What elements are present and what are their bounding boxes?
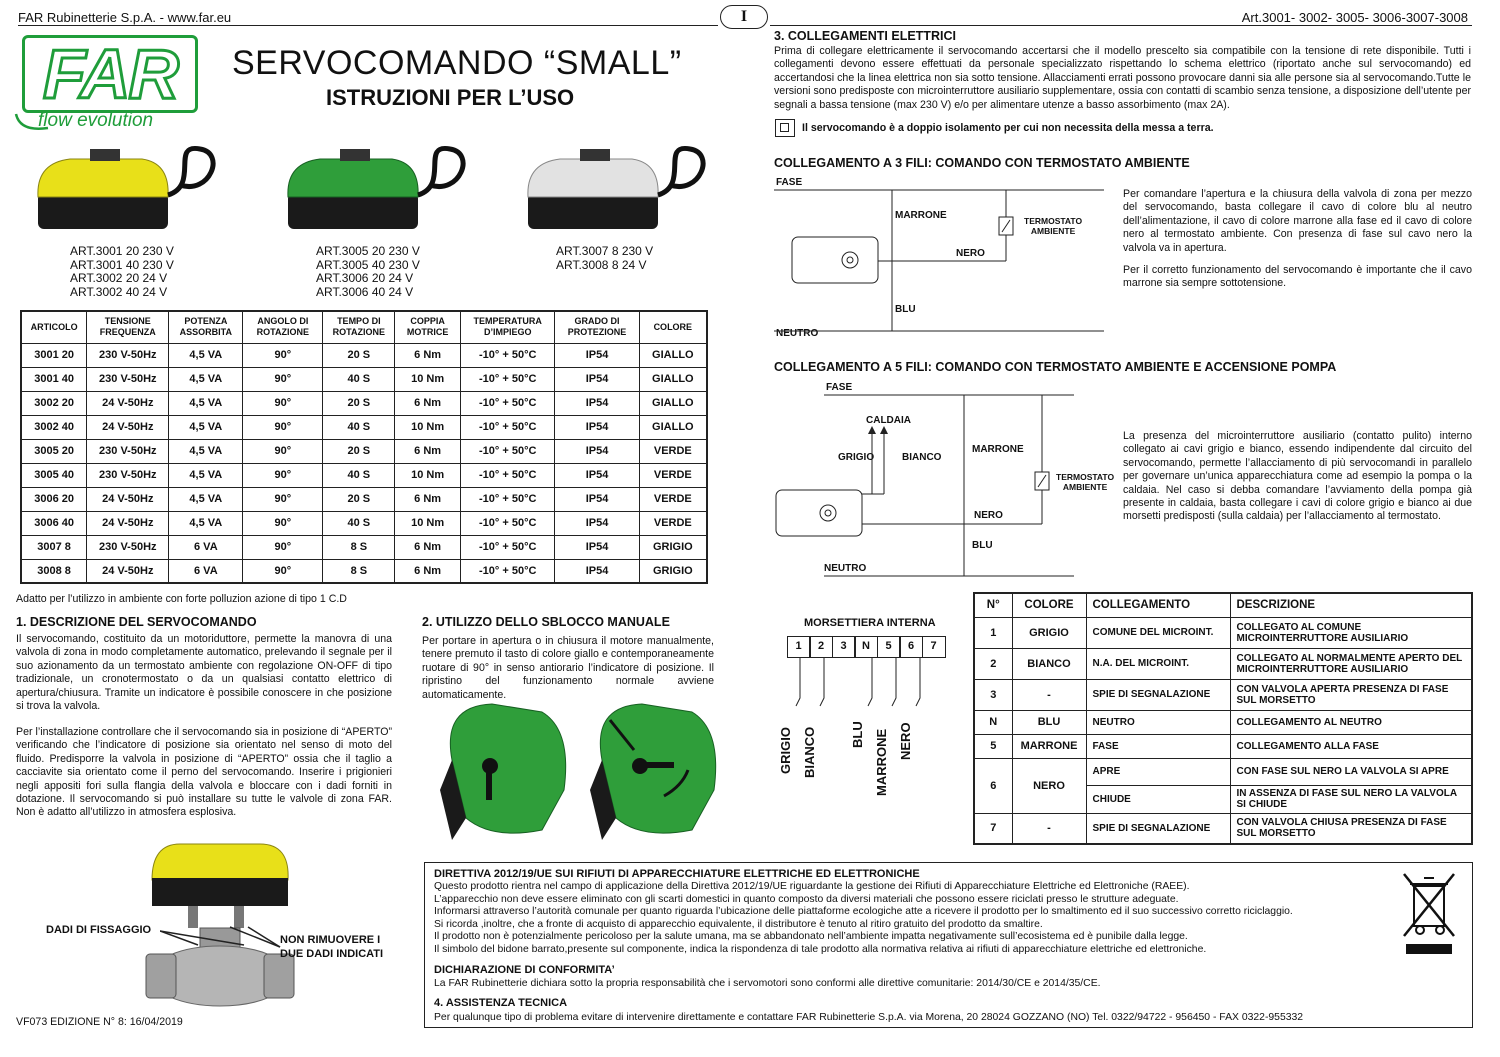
pin-cell-n: 5	[974, 734, 1012, 758]
assistance-text: Per qualunque tipo di problema evitare di intervenire direttamente e contattare FAR Rubinetterie S.p.A. via Morena, 20 28024 GOZZANO (NO) Tel. 0322/94722 - 956450 - FAX 0322-955332	[434, 1012, 1304, 1023]
insulation-note: Il servocomando è a doppio isolamento per cui non necessita della messa a terra.	[802, 122, 1214, 134]
w3-nero-label: NERO	[956, 248, 985, 259]
section1-p1: Il servocomando, costituito da un motoriduttore, permette la manovra di una valvola di zona in modo completamente automatico, prelevando il segnale per il suo azionamento da un termostato ambiente con regolazione ON-OFF di tipo tradizionale, un cronotermostato o da un qualsiasi contatto elettrico di apertura/chiusura. Tramite un indicatore è possibile conoscere in che posizione si trova la valvola.	[16, 633, 392, 713]
spec-col-header: ANGOLO DI ROTAZIONE	[243, 311, 323, 343]
spec-col-header: POTENZA ASSORBITA	[169, 311, 243, 343]
spec-cell: 3001 20	[21, 343, 87, 367]
w3-thermostat-label: TERMOSTATO AMBIENTE	[1024, 216, 1083, 236]
product-list-green: ART.3005 20 230 V ART.3005 40 230 V ART.3006 20 24 V ART.3006 40 24 V	[316, 244, 420, 299]
product-list-yellow: ART.3001 20 230 V ART.3001 40 230 V ART.3002 20 24 V ART.3002 40 24 V	[70, 244, 174, 299]
terminal-cell: 3	[832, 636, 856, 658]
spec-cell: GIALLO	[639, 391, 707, 415]
spec-cell: 4,5 VA	[169, 343, 243, 367]
far-logo	[22, 35, 198, 113]
actuator-yellow-image	[38, 148, 213, 229]
w3-blu-label: BLU	[895, 304, 916, 315]
pin-cell-desc: COLLEGATO AL NORMALMENTE APERTO DEL MICROINTERRUTTORE AUSILIARIO	[1230, 648, 1472, 679]
spec-cell: 6 Nm	[395, 535, 461, 559]
spec-cell: IP54	[555, 391, 639, 415]
w5-bianco-label: BIANCO	[902, 452, 942, 463]
spec-row	[21, 367, 707, 391]
page-number-badge: I	[720, 5, 768, 29]
spec-cell: GIALLO	[639, 343, 707, 367]
spec-cell: 90°	[243, 391, 323, 415]
pin-col-n: N°	[974, 593, 1012, 617]
spec-cell: -10° + 50°C	[460, 463, 554, 487]
spec-cell: IP54	[555, 559, 639, 583]
spec-cell: 3007 8	[21, 535, 87, 559]
spec-cell: 40 S	[323, 463, 395, 487]
terminal-title: MORSETTIERA INTERNA	[804, 617, 936, 629]
pin-cell-desc: CON VALVOLA APERTA PRESENZA DI FASE SUL MORSETTO	[1230, 679, 1472, 710]
spec-cell: 20 S	[323, 487, 395, 511]
spec-row	[21, 343, 707, 367]
spec-row	[21, 559, 707, 583]
pin-cell-desc: CON FASE SUL NERO LA VALVOLA SI APRE	[1230, 758, 1472, 785]
w5-thermostat-label: TERMOSTATO AMBIENTE	[1056, 472, 1115, 492]
product-list-grey: ART.3007 8 230 V ART.3008 8 24 V	[556, 244, 654, 272]
spec-cell: 4,5 VA	[169, 391, 243, 415]
logo-text: FAR	[43, 35, 177, 113]
spec-cell: -10° + 50°C	[460, 535, 554, 559]
assistance-title: 4. ASSISTENZA TECNICA	[434, 997, 568, 1009]
spec-cell: IP54	[555, 343, 639, 367]
spec-cell: 3002 20	[21, 391, 87, 415]
spec-cell: 10 Nm	[395, 415, 461, 439]
spec-col-header: TENSIONE FREQUENZA	[87, 311, 169, 343]
spec-cell: 3005 20	[21, 439, 87, 463]
pin-cell-colore: -	[1012, 813, 1086, 844]
pin-cell-n: 1	[974, 617, 1012, 648]
pin-cell-coll: N.A. DEL MICROINT.	[1086, 648, 1230, 679]
spec-cell: -10° + 50°C	[460, 439, 554, 463]
page-subtitle: ISTRUZIONI PER L’USO	[326, 85, 575, 110]
pin-cell-colore: GRIGIO	[1012, 617, 1086, 648]
wiring3-p1: Per comandare l’apertura e la chiusura della valvola di zona per mezzo del servocomando, basta collegare il cavo di colore blu al neutro dell’alimentazione, il cavo di colore marrone alla fase ed il cavo di colore nero al termostato ambiente. Con presenza di fase sul cavo nero la valvola va in apertura.	[1123, 188, 1472, 254]
spec-cell: VERDE	[639, 463, 707, 487]
w5-marrone-label: MARRONE	[972, 444, 1024, 455]
spec-cell: 3002 40	[21, 415, 87, 439]
spec-cell: 40 S	[323, 511, 395, 535]
spec-row	[21, 391, 707, 415]
w5-caldaia-label: CALDAIA	[866, 415, 911, 426]
terminal-cell: 1	[787, 636, 811, 658]
terminal-cell: 7	[922, 636, 946, 658]
terminal-wires	[788, 658, 958, 718]
spec-cell: -10° + 50°C	[460, 343, 554, 367]
spec-cell: 4,5 VA	[169, 367, 243, 391]
page-title: SERVOCOMANDO “SMALL”	[232, 44, 682, 82]
spec-cell: 20 S	[323, 343, 395, 367]
spec-row	[21, 463, 707, 487]
section3-title: 3. COLLEGAMENTI ELETTRICI	[774, 29, 956, 43]
edition: VF073 EDIZIONE N° 8: 16/04/2019	[16, 1016, 183, 1028]
pin-cell-n: 7	[974, 813, 1012, 844]
wiring5-diagram	[774, 390, 1074, 580]
spec-cell: 20 S	[323, 439, 395, 463]
spec-cell: 90°	[243, 463, 323, 487]
wiring3-p2: Per il corretto funzionamento del servocomando è importante che il cavo marrone sia sempre sottotensione.	[1123, 264, 1472, 290]
spec-cell: 90°	[243, 415, 323, 439]
pin-col-collegamento: COLLEGAMENTO	[1086, 593, 1230, 617]
spec-cell: GRIGIO	[639, 535, 707, 559]
spec-cell: 4,5 VA	[169, 439, 243, 463]
wiring3-diagram	[774, 185, 1104, 345]
terminal-wire-labels: GRIGIO BIANCO BLU MARRONE NERO	[778, 721, 913, 796]
pin-cell-colore: BLU	[1012, 710, 1086, 734]
spec-cell: IP54	[555, 511, 639, 535]
spec-cell: 230 V-50Hz	[87, 463, 169, 487]
spec-cell: -10° + 50°C	[460, 415, 554, 439]
pin-cell-colore: -	[1012, 679, 1086, 710]
w3-marrone-label: MARRONE	[895, 210, 947, 221]
pin-cell-desc: COLLEGAMENTO AL NEUTRO	[1230, 710, 1472, 734]
spec-cell: 6 Nm	[395, 391, 461, 415]
section1-p2: Per l’installazione controllare che il servocomando sia in posizione di “APERTO” verificando che l’indicatore di posizione sia orientato nel senso di moto del fluido. Predisporre la valvola in posizione di “APERTO” ossia che il taglio a cacciavite sia orientato come il perno del servocomando. Inserire i prigionieri negli appositi fori sulla flangia della valvola e bloccare con i dadi forniti in dotazione. Il servocomando si può installare su tutte le valvole di zona FAR. Non è adatto all’utilizzo in atmosfera esplosiva.	[16, 726, 392, 819]
pin-cell-desc: COLLEGAMENTO ALLA FASE	[1230, 734, 1472, 758]
pin-cell-coll: NEUTRO	[1086, 710, 1230, 734]
spec-cell: 90°	[243, 487, 323, 511]
spec-cell: 90°	[243, 559, 323, 583]
section2-p: Per portare in apertura o in chiusura il motore manualmente, tenere premuto il tasto di colore giallo e contemporaneamente ruotare di 90° in senso antiorario l’indicatore di posizione. Il ripristino del funzionamento normale avviene automaticamente.	[422, 635, 714, 701]
wiring3-title: COLLEGAMENTO A 3 FILI: COMANDO CON TERMOSTATO AMBIENTE	[774, 156, 1190, 170]
spec-col-header: TEMPO DI ROTAZIONE	[323, 311, 395, 343]
label-fixing-nuts: DADI DI FISSAGGIO	[46, 924, 152, 936]
spec-col-header: GRADO DI PROTEZIONE	[555, 311, 639, 343]
spec-row	[21, 487, 707, 511]
spec-cell: 230 V-50Hz	[87, 367, 169, 391]
spec-col-header: TEMPERATURA D’IMPIEGO	[460, 311, 554, 343]
pin-row	[974, 617, 1472, 648]
pin-cell-coll: FASE	[1086, 734, 1230, 758]
spec-cell: IP54	[555, 367, 639, 391]
section3-p: Prima di collegare elettricamente il servocomando accertarsi che il modello prescelto sia compatibile con la tensione di rete disponibile. Tutti i collegamenti devono essere effettuati da personale specializzato rispettando lo schema elettrico (riportato anche sul servocomando) ed accertandosi che la linea elettrica non sia sotto tensione. Allacciamenti errati possono provocare danni sia alle persone sia al servocomando.Tutte le versioni sono predisposte con microinterruttore ausiliario supplementare, ossia con contatti di scambio senza tensione, a disposizione dell’utente per segnali a bassa tensione (max 230 V) e/o per alimentare utenze a basso assorbimento (max 2A).	[774, 45, 1471, 111]
arrows-icon	[160, 925, 300, 955]
raee-body: Questo prodotto rientra nel campo di applicazione della Direttiva 2012/19/UE riguardante la gestione dei Rifiuti di Apparecchiature Elettriche ed Elettroniche (RAEE). L’apparecchio non deve essere eliminato con gli scarti domestici in quanto composto da diversi materiali che possono essere riciclati presso le strutture adeguate. Informarsi attraverso l’autorità comunale per quanto riguarda l’ubicazione delle piattaforme ecologiche atte a ricevere il prodotto per lo smaltimento ed il suo successivo corretto riciclaggio. Si ricorda ,inoltre, che a fronte di acquisto di apparecchio equivalente, il distributore è tenuto al ritiro gratuito del prodotto da smaltire. Il prodotto non è potenzialmente pericoloso per la salute umana, ma se abbandonato nell’ambiente impatta negativamente sull’ecosistema ed è punibile dalla legge. Il simbolo del bidone barrato,presente sul componente, indica la rispondenza di tale prodotto alla normativa relativa ai rifiuti di apparecchiature elettriche ed elettroniche.	[434, 881, 1293, 955]
spec-cell: 3006 40	[21, 511, 87, 535]
spec-row	[21, 439, 707, 463]
spec-cell: IP54	[555, 415, 639, 439]
pin-table	[973, 592, 1473, 845]
spec-cell: 4,5 VA	[169, 463, 243, 487]
spec-table	[20, 310, 708, 584]
pin-cell-colore: BIANCO	[1012, 648, 1086, 679]
spec-cell: 3006 20	[21, 487, 87, 511]
pin-cell-desc2: IN ASSENZA DI FASE SUL NERO LA VALVOLA SI CHIUDE	[1230, 785, 1472, 813]
pin-cell-n: 2	[974, 648, 1012, 679]
spec-cell: 40 S	[323, 415, 395, 439]
logo-tagline: flow evolution	[38, 110, 154, 131]
pin-cell-desc: CON VALVOLA CHIUSA PRESENZA DI FASE SUL MORSETTO	[1230, 813, 1472, 844]
spec-cell: GIALLO	[639, 367, 707, 391]
spec-cell: VERDE	[639, 511, 707, 535]
spec-cell: -10° + 50°C	[460, 391, 554, 415]
label-keep-nuts: NON RIMUOVERE I DUE DADI INDICATI	[280, 934, 384, 960]
spec-cell: 24 V-50Hz	[87, 487, 169, 511]
spec-cell: 230 V-50Hz	[87, 535, 169, 559]
w5-blu-label: BLU	[972, 540, 993, 551]
wiring5-p: La presenza del microinterruttore ausiliario (contatto pulito) interno collegato ai cavi grigio e bianco, essendo indipendente dal circuito del servocomando, permette l’allacciamento di più servocomandi in parallelo per governare un’unica apparecchiatura come ad esempio la pompa o la caldaia. Nel caso si debba comandare l’avviamento della pompa già presente in caldaia, basta collegare i cavi di colore grigio e bianco ai due morsetti predisposti (sulla caldaia) per l’allacciamento al termostato.	[1123, 430, 1472, 523]
pin-cell-n: 3	[974, 679, 1012, 710]
spec-cell: 3005 40	[21, 463, 87, 487]
actuator-green-image	[288, 148, 463, 229]
company-header: FAR Rubinetterie S.p.A. - www.far.eu	[18, 10, 232, 25]
spec-row	[21, 415, 707, 439]
w3-neutro-label: NEUTRO	[776, 328, 819, 339]
pin-row	[974, 648, 1472, 679]
w3-fase-label: FASE	[776, 177, 803, 188]
spec-cell: 6 VA	[169, 535, 243, 559]
spec-cell: IP54	[555, 463, 639, 487]
spec-cell: IP54	[555, 535, 639, 559]
spec-cell: 24 V-50Hz	[87, 511, 169, 535]
section2-title: 2. UTILIZZO DELLO SBLOCCO MANUALE	[422, 615, 670, 629]
spec-row	[21, 535, 707, 559]
spec-cell: 4,5 VA	[169, 487, 243, 511]
double-insulation-icon	[775, 119, 795, 137]
actuator-rotation-2-image	[590, 704, 716, 840]
spec-cell: VERDE	[639, 439, 707, 463]
conformity-title: DICHIARAZIONE DI CONFORMITA’	[434, 964, 615, 976]
spec-cell: -10° + 50°C	[460, 487, 554, 511]
spec-cell: 90°	[243, 511, 323, 535]
pin-row	[974, 758, 1472, 785]
spec-cell: 4,5 VA	[169, 511, 243, 535]
pin-cell-coll: APRE	[1086, 758, 1230, 785]
spec-row	[21, 511, 707, 535]
pin-col-descrizione: DESCRIZIONE	[1230, 593, 1472, 617]
spec-col-header: ARTICOLO	[21, 311, 87, 343]
spec-cell: 6 Nm	[395, 559, 461, 583]
pin-cell-n: 6	[974, 758, 1012, 813]
spec-cell: VERDE	[639, 487, 707, 511]
logo-swoosh-icon	[14, 110, 54, 134]
weee-bin-icon	[1400, 872, 1460, 956]
spec-cell: 20 S	[323, 391, 395, 415]
spec-cell: 230 V-50Hz	[87, 439, 169, 463]
spec-note: Adatto per l’utilizzo in ambiente con forte polluzion azione di tipo 1 C.D	[16, 593, 347, 605]
spec-cell: 24 V-50Hz	[87, 391, 169, 415]
spec-cell: GRIGIO	[639, 559, 707, 583]
wiring5-title: COLLEGAMENTO A 5 FILI: COMANDO CON TERMOSTATO AMBIENTE E ACCENSIONE POMPA	[774, 360, 1337, 374]
spec-cell: 4,5 VA	[169, 415, 243, 439]
spec-col-header: COLORE	[639, 311, 707, 343]
spec-cell: 90°	[243, 439, 323, 463]
terminal-block	[788, 636, 946, 658]
spec-cell: 10 Nm	[395, 367, 461, 391]
conformity-text: La FAR Rubinetterie dichiara sotto la propria responsabilità che i servomotori sono conformi alle direttive comunitarie: 2014/30/CE e 2014/35/CE.	[434, 978, 1101, 989]
pin-row	[974, 679, 1472, 710]
spec-cell: 6 Nm	[395, 487, 461, 511]
spec-cell: 3001 40	[21, 367, 87, 391]
spec-cell: IP54	[555, 487, 639, 511]
actuator-rotation-1-image	[440, 704, 566, 840]
spec-cell: 10 Nm	[395, 511, 461, 535]
spec-cell: 6 Nm	[395, 343, 461, 367]
spec-cell: 6 VA	[169, 559, 243, 583]
pin-row	[974, 813, 1472, 844]
pin-cell-coll: SPIE DI SEGNALAZIONE	[1086, 679, 1230, 710]
product-images	[30, 145, 720, 240]
spec-cell: -10° + 50°C	[460, 511, 554, 535]
pin-row	[974, 710, 1472, 734]
spec-cell: 40 S	[323, 367, 395, 391]
pin-row	[974, 734, 1472, 758]
spec-cell: 3008 8	[21, 559, 87, 583]
spec-cell: 6 Nm	[395, 439, 461, 463]
terminal-cell: 5	[877, 636, 901, 658]
spec-cell: 90°	[243, 535, 323, 559]
pin-cell-coll2: CHIUDE	[1086, 785, 1230, 813]
terminal-cell: 2	[809, 636, 833, 658]
terminal-cell: 6	[899, 636, 923, 658]
spec-cell: 8 S	[323, 535, 395, 559]
spec-cell: 24 V-50Hz	[87, 415, 169, 439]
pin-col-colore: COLORE	[1012, 593, 1086, 617]
spec-cell: 90°	[243, 367, 323, 391]
spec-cell: 8 S	[323, 559, 395, 583]
spec-cell: 230 V-50Hz	[87, 343, 169, 367]
raee-title: DIRETTIVA 2012/19/UE SUI RIFIUTI DI APPARECCHIATURE ELETTRICHE ED ELETTRONICHE	[434, 868, 920, 880]
w5-nero-label: NERO	[974, 510, 1003, 521]
spec-cell: IP54	[555, 439, 639, 463]
w5-grigio-label: GRIGIO	[838, 452, 875, 463]
spec-cell: 24 V-50Hz	[87, 559, 169, 583]
pin-cell-colore: NERO	[1012, 758, 1086, 813]
pin-cell-coll: COMUNE DEL MICROINT.	[1086, 617, 1230, 648]
section1-title: 1. DESCRIZIONE DEL SERVOCOMANDO	[16, 615, 257, 629]
actuator-grey-image	[528, 148, 703, 229]
articles-header: Art.3001- 3002- 3005- 3006-3007-3008	[1241, 10, 1468, 25]
terminal-cell: N	[854, 636, 878, 658]
w5-fase-label: FASE	[826, 382, 853, 393]
spec-cell: 90°	[243, 343, 323, 367]
pin-cell-colore: MARRONE	[1012, 734, 1086, 758]
spec-col-header: COPPIA MOTRICE	[395, 311, 461, 343]
pin-cell-n: N	[974, 710, 1012, 734]
spec-cell: -10° + 50°C	[460, 367, 554, 391]
pin-cell-desc: COLLEGATO AL COMUNE MICROINTERRUTTORE AUSILIARIO	[1230, 617, 1472, 648]
w5-neutro-label: NEUTRO	[824, 563, 867, 574]
pin-cell-coll: SPIE DI SEGNALAZIONE	[1086, 813, 1230, 844]
spec-cell: GIALLO	[639, 415, 707, 439]
spec-cell: -10° + 50°C	[460, 559, 554, 583]
manual-release-images	[432, 700, 722, 860]
spec-cell: 10 Nm	[395, 463, 461, 487]
